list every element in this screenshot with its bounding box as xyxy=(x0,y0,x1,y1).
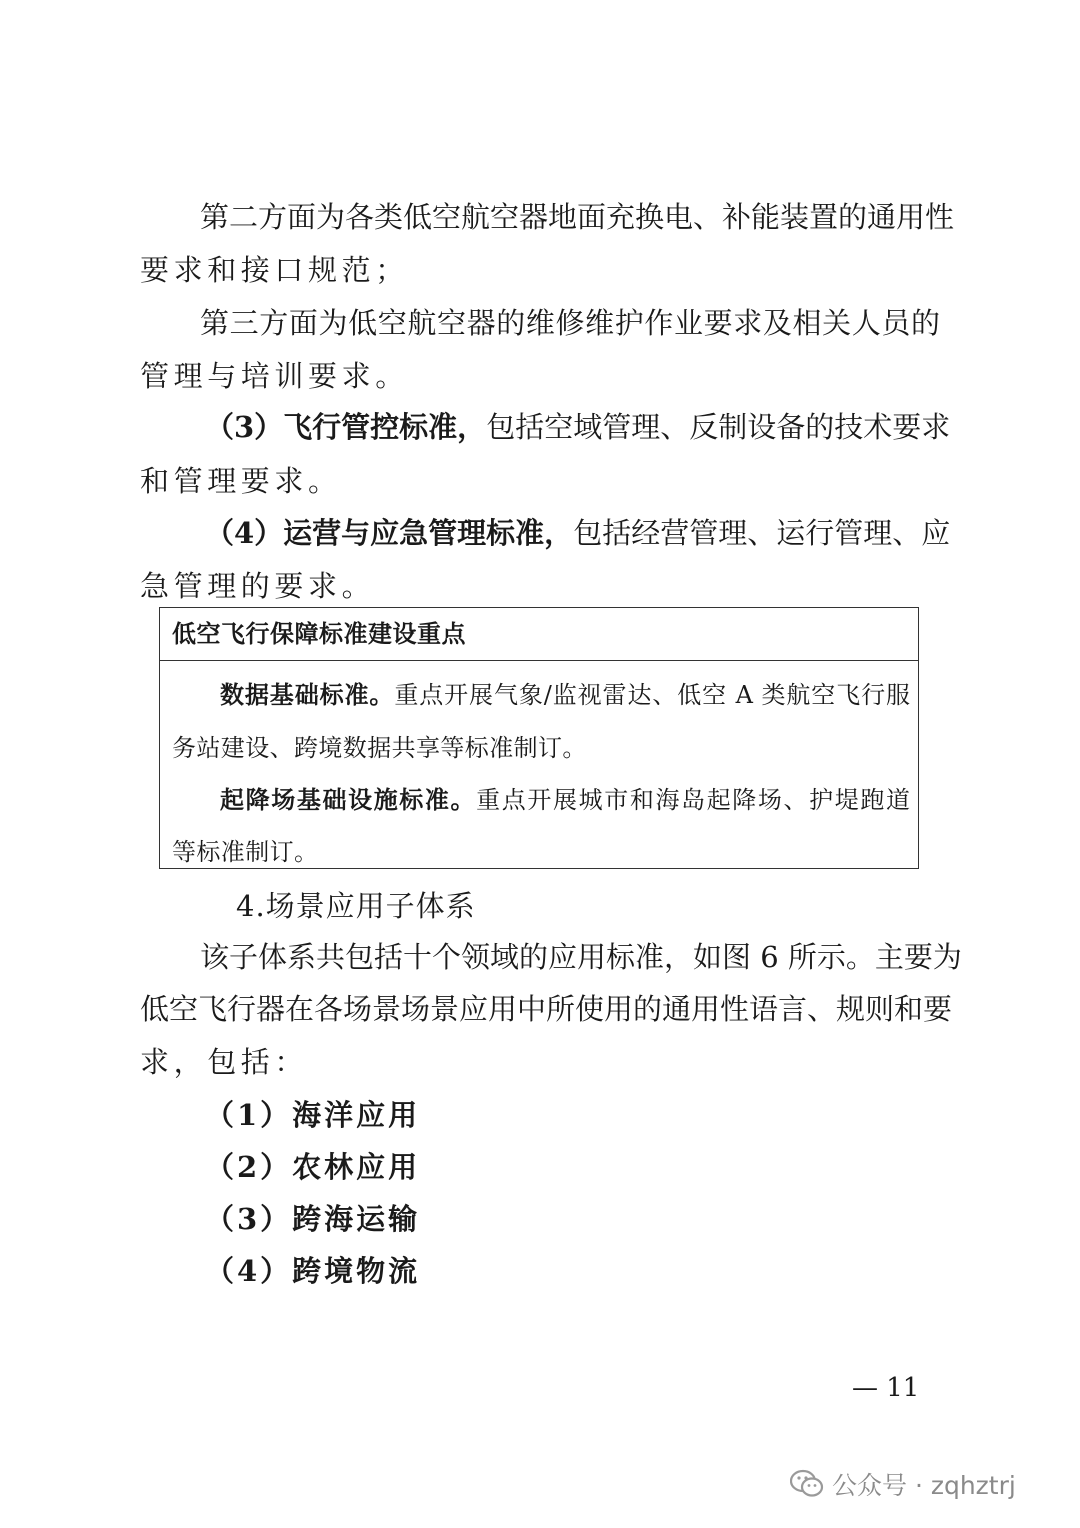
list-item: （4）跨境物流 xyxy=(205,1254,421,1288)
paragraph-line: 第二方面为各类低空航空器地面充换电、补能装置的通用性 xyxy=(200,200,955,234)
watermark-text: 公众号 · zqhztrj xyxy=(832,1471,1016,1500)
paragraph-line: 求，包括： xyxy=(140,1045,309,1079)
paragraph-line: 管理与培训要求。 xyxy=(140,359,409,393)
box-item-heading: 起降场基础设施标准。 xyxy=(220,785,477,814)
box-item-line: 等标准制订。 xyxy=(172,838,319,866)
paragraph-text: 包括空域管理、反制设备的技术要求 xyxy=(486,410,951,444)
paragraph-flight-control xyxy=(205,407,951,447)
heading-operation-emergency: （4）运营与应急管理标准， xyxy=(205,516,574,550)
paragraph-line: 要求和接口规范； xyxy=(140,253,409,287)
key-points-box xyxy=(159,607,919,869)
paragraph-line: 该子体系共包括十个领域的应用标准，如图 6 所示。主要为 xyxy=(200,940,962,974)
box-item-heading: 数据基础标准。 xyxy=(220,680,395,709)
box-item-text: 重点开展气象/监视雷达、低空 A 类航空飞行服 xyxy=(394,681,910,709)
list-item: （3）跨海运输 xyxy=(205,1202,421,1236)
box-item-text: 重点开展城市和海岛起降场、护堤跑道 xyxy=(476,786,911,814)
paragraph-line: 和管理要求。 xyxy=(140,464,342,498)
paragraph-line: 低空飞行器在各场景场景应用中所使用的通用性语言、规则和要 xyxy=(140,992,953,1026)
page-number: — 11 xyxy=(852,1373,920,1403)
list-item: （2）农林应用 xyxy=(205,1150,421,1184)
watermark xyxy=(790,1466,1016,1502)
box-item-line: 务站建设、跨境数据共享等标准制订。 xyxy=(172,734,587,762)
paragraph-line: 第三方面为低空航空器的维修维护作业要求及相关人员的 xyxy=(200,306,940,340)
box-title: 低空飞行保障标准建设重点 xyxy=(172,620,466,648)
paragraph-operation-emergency xyxy=(205,513,951,553)
paragraph-text: 包括经营管理、运行管理、应 xyxy=(573,516,951,550)
list-item: （1）海洋应用 xyxy=(205,1098,421,1132)
wechat-official-account-icon xyxy=(790,1469,824,1499)
box-header xyxy=(160,608,918,661)
section-heading: 4.场景应用子体系 xyxy=(236,889,476,923)
box-item-airfield-standard xyxy=(220,784,910,816)
box-item-data-standard xyxy=(220,679,910,711)
heading-flight-control: （3）飞行管控标准， xyxy=(205,410,487,444)
paragraph-line: 急管理的要求。 xyxy=(140,569,376,603)
